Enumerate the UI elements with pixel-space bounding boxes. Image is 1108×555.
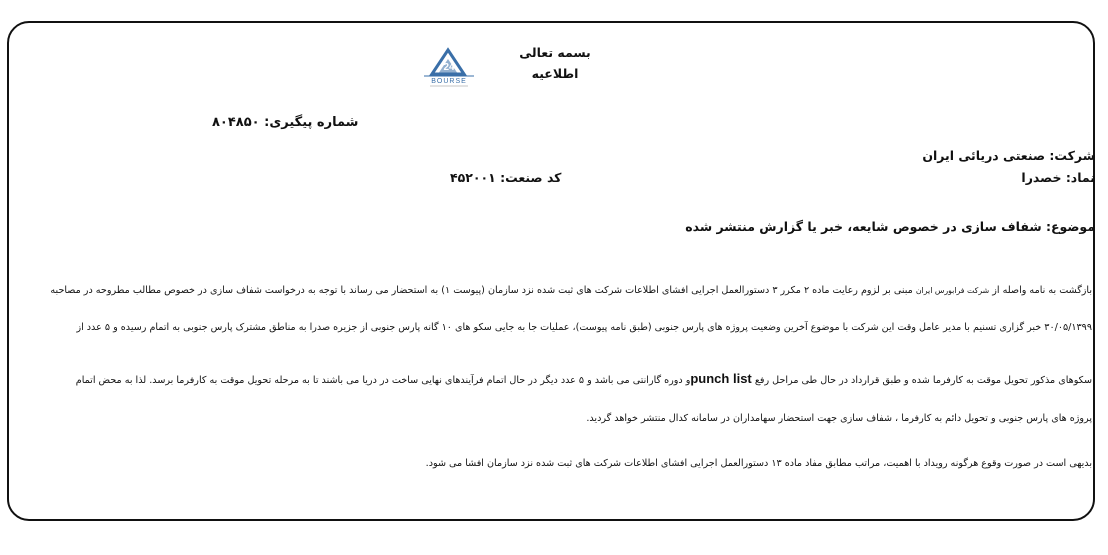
tracking-value: ۸۰۴۸۵۰ (212, 115, 260, 130)
body-text: سکوهای مذکور تحویل موقت به کارفرما شده و طبق قرارداد در حال طی مراحل رفع (754, 375, 1092, 386)
body-paragraph-4: پروژه های پارس جنوبی و تحویل دائم به کارفرما ، شفاف سازی جهت استحضار سهامداران در سامانه کدال منتشر خواهد گردید. (586, 413, 1092, 424)
body-paragraph-3 (76, 371, 1092, 386)
body-text: بازگشت به نامه واصله از (992, 285, 1092, 296)
tracking-number (212, 115, 358, 130)
body-text-small: شرکت فرابورس ایران (915, 286, 990, 295)
body-text: مبنی بر لزوم رعایت ماده ۲ مکرر ۳ دستورالعمل اجرایی افشای اطلاعات شرکت های ثبت شده نزد سازمان (پیوست ۱) به استحضار می رساند با توجه به درخواست شفاف سازی در خصوص مطالب مطروحه در مصاحبه (50, 285, 913, 296)
body-paragraph-2: ۳۰/۰۵/۱۳۹۹ خبر گزاری تسنیم با مدیر عامل وقت این شرکت با موضوع آخرین وضعیت پروژه های پارس جنوبی (طبق نامه پیوست)، عملیات جا به جایی سکو های ۱۰ گانه پارس جنوبی از جزیره صدرا به مناطق مشترک پارس جنوبی به اتمام رسیده و ۵ عدد از (76, 322, 1092, 333)
company-line (922, 148, 1095, 163)
subject-label: موضوع: (1045, 219, 1095, 234)
symbol-line (1021, 170, 1095, 185)
company-name: صنعتی دریائی ایران (922, 148, 1046, 163)
industry-label: کد صنعت: (500, 170, 562, 185)
subject-line (685, 219, 1095, 234)
body-text: و دوره گارانتی می باشد و ۵ عدد دیگر در حال اتمام فرآیندهای نهایی ساخت در دریا می باشند تا به مرحله تحویل موقت به کارفرما برسد. لذا به محض اتمام (75, 375, 691, 386)
bourse-logo (420, 46, 478, 88)
notice-title: اطلاعیه (531, 66, 579, 81)
body-paragraph-1 (50, 285, 1092, 296)
body-paragraph-5: بدیهی است در صورت وقوع هرگونه رویداد با اهمیت، مراتب مطابق مفاد ماده ۱۳ دستورالعمل اجرایی افشای اطلاعات شرکت های ثبت شده نزد سازمان افشا می شود. (425, 458, 1092, 469)
company-label: شرکت: (1049, 148, 1095, 163)
subject-value: شفاف سازی در خصوص شایعه، خبر یا گزارش منتشر شده (685, 219, 1042, 234)
logo-wordmark: BOURSE (431, 78, 467, 85)
tracking-label: شماره پیگیری: (264, 115, 359, 130)
punch-list-term: punch list (690, 371, 752, 386)
industry-code-line (450, 170, 561, 185)
industry-code: ۴۵۲۰۰۱ (450, 170, 496, 185)
document-frame (7, 21, 1095, 521)
symbol-label: نماد: (1065, 170, 1095, 185)
svg-text:24: 24 (443, 62, 455, 73)
bismillah-heading: بسمه تعالی (519, 45, 591, 60)
symbol-value: خصدرا (1021, 170, 1062, 185)
